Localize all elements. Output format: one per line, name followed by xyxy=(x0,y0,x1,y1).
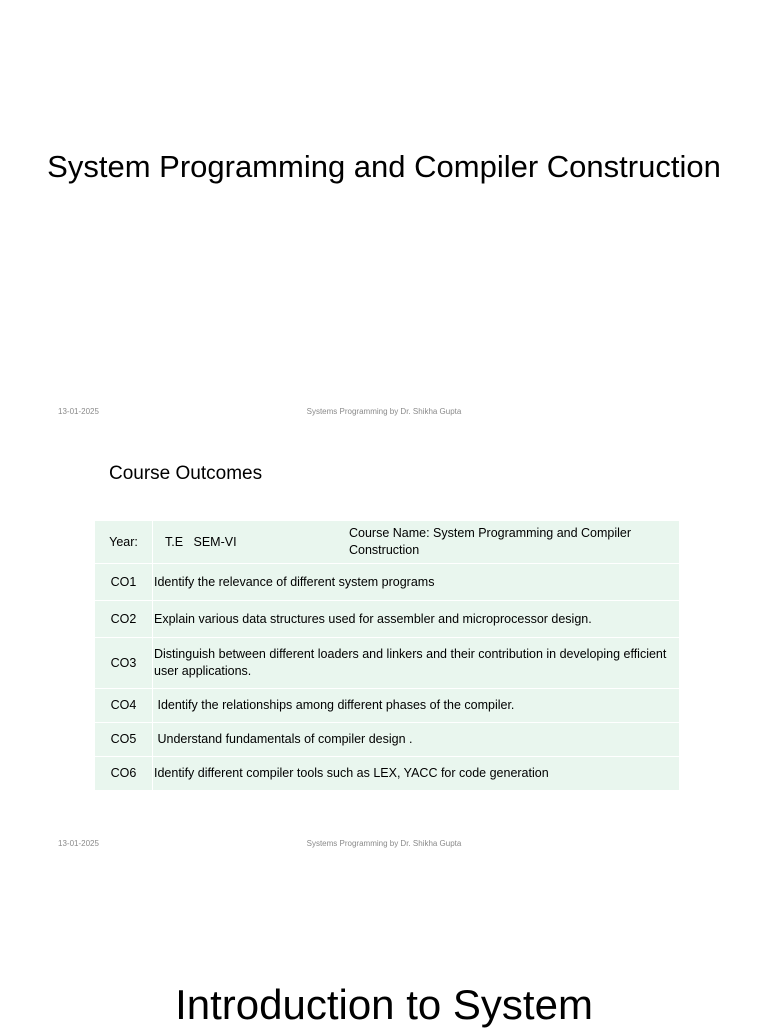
course-outcomes-table xyxy=(95,521,679,791)
co-code: CO1 xyxy=(95,564,153,601)
section-heading: Course Outcomes xyxy=(109,463,263,484)
co-code: CO2 xyxy=(95,601,153,638)
table-header-row xyxy=(95,521,679,564)
table-row xyxy=(95,638,679,689)
table-row xyxy=(95,564,679,601)
slide-title: System Programming and Compiler Construction xyxy=(47,149,721,184)
co-code: CO3 xyxy=(95,638,153,689)
co-description: Identify the relationships among different phases of the compiler. xyxy=(153,689,680,723)
table-row xyxy=(95,601,679,638)
year-label: Year: xyxy=(95,521,153,564)
co-code: CO6 xyxy=(95,757,153,791)
co-description: Explain various data structures used for assembler and microprocessor design. xyxy=(153,601,680,638)
co-code: CO4 xyxy=(95,689,153,723)
co-description: Understand fundamentals of compiler design . xyxy=(153,723,680,757)
footer-text: Systems Programming by Dr. Shikha Gupta xyxy=(306,839,462,848)
co-description: Distinguish between different loaders and linkers and their contribution in developing efficient user applications. xyxy=(153,638,680,689)
co-code: CO5 xyxy=(95,723,153,757)
footer-date: 13-01-2025 xyxy=(58,839,99,848)
table-row xyxy=(95,689,679,723)
footer-text: Systems Programming by Dr. Shikha Gupta xyxy=(306,407,462,416)
footer-date: 13-01-2025 xyxy=(58,407,99,416)
co-description: Identify different compiler tools such as LEX, YACC for code generation xyxy=(153,757,680,791)
course-name: Course Name: System Programming and Compiler Construction xyxy=(346,521,679,564)
table-row xyxy=(95,723,679,757)
year-value: T.E SEM-VI xyxy=(153,521,347,564)
slide-title: Introduction to System xyxy=(175,981,593,1028)
table-row xyxy=(95,757,679,791)
co-description: Identify the relevance of different system programs xyxy=(153,564,680,601)
